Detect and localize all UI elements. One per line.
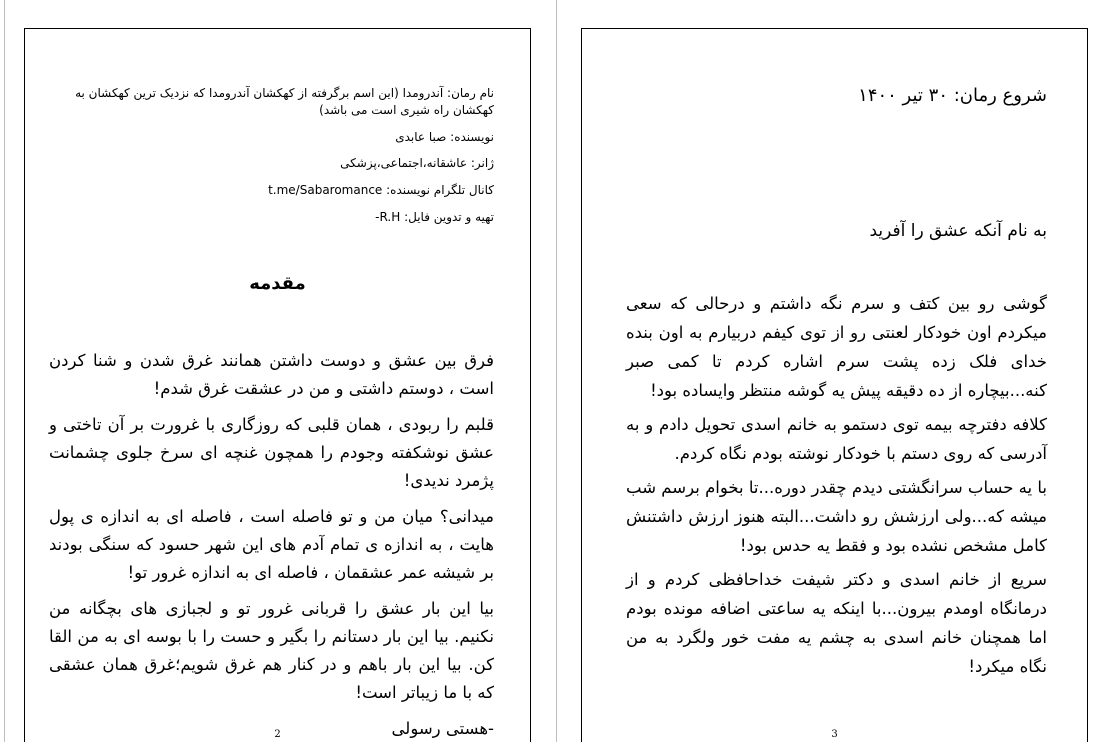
story-paragraph: با یه حساب سرانگشتی دیدم چقدر دوره...تا بخوام برسم شب میشه که...ولی ارزشش رو داشت...البته هنوز ارزش داشتنش کامل مشخص نشده بود و فقط یه حدس بود! xyxy=(626,478,1047,555)
intro-heading: مقدمه xyxy=(249,273,306,294)
intro-paragraph: فرق بین عشق و دوست داشتن همانند غرق شدن و شنا کردن است ، دوستم داشتی و من در عشقت غرق شدم! xyxy=(49,351,494,398)
author-line: نویسنده: صبا عابدی xyxy=(395,130,494,144)
intro-paragraph: میدانی؟ میان من و تو فاصله است ، فاصله ای به اندازه ی پول هایت ، به اندازه ی تمام آدم های این شهر حسود که سنگی بودند بر شیشه عمر عشقمان ، فاصله ای به اندازه غرور تو! xyxy=(49,507,494,582)
intro-signature: -هستی رسولی xyxy=(391,719,494,738)
book-metadata xyxy=(55,85,494,226)
story-body xyxy=(626,289,1047,686)
intro-paragraph: بیا این بار عشق را قربانی غرور تو و لجبازی های بچگانه من نکنیم. بیا این بار دستانم را بگیر و حست را با بوسه ای به من القا کن. بیا این بار باهم و در کنار هم غرق شویم؛غرق همان عشقی که با ما زیباتر است! xyxy=(49,599,494,702)
viewer-edge-line xyxy=(4,0,5,742)
start-date: شروع رمان: ۳۰ تیر ۱۴۰۰ xyxy=(858,85,1047,106)
page-3 xyxy=(581,28,1088,742)
novel-name: نام رمان: آندرومدا (این اسم برگرفته از کهکشان آندرومدا که نزدیک ترین کهکشان به کهکشان راه شیری است می باشد) xyxy=(75,86,494,117)
page-2 xyxy=(24,28,531,742)
intro-body xyxy=(49,347,494,742)
dedication: به نام آنکه عشق را آفرید xyxy=(869,221,1047,241)
page-number: 2 xyxy=(274,729,281,740)
page-number: 3 xyxy=(831,729,838,740)
page-separator-line xyxy=(556,0,557,742)
story-paragraph: گوشی رو بین کتف و سرم نگه داشتم و درحالی که سعی میکردم اون خودکار لعنتی رو از توی کیفم دربیارم به اون بنده خدای فلک زده پشت سرم اشاره کردم تا کمی صبر کنه...بیچاره از ده دقیقه پیش یه گوشه منتظر وایساده بود! xyxy=(626,294,1047,400)
intro-paragraph: قلبم را ربودی ، همان قلبی که روزگاری با غرورت بر آن تاختی و عشق نوشکفته وجودم را همچون غنچه ای سرخ جلوی چشمانت پژمرد ندیدی! xyxy=(49,415,494,490)
channel-line: کانال تلگرام نویسنده: t.me/Sabaromance xyxy=(268,183,494,197)
story-paragraph: سریع از خانم اسدی و دکتر شیفت خداحافظی کردم و از درمانگاه اومدم بیرون...با اینکه یه ساعتی اضافه مونده بودم اما همچنان خانم اسدی به چشم یه مفت خور ولگرد به من نگاه میکرد! xyxy=(626,570,1047,676)
genre-line: ژانر: عاشقانه،اجتماعی،پزشکی xyxy=(340,156,494,170)
story-paragraph: کلافه دفترچه بیمه توی دستمو به خانم اسدی تحویل دادم و به آدرسی که روی دستم با خودکار نوشته بودم نگاه کردم. xyxy=(626,415,1047,463)
compiler-line: تهیه و تدوین فایل: R.H- xyxy=(375,210,494,224)
